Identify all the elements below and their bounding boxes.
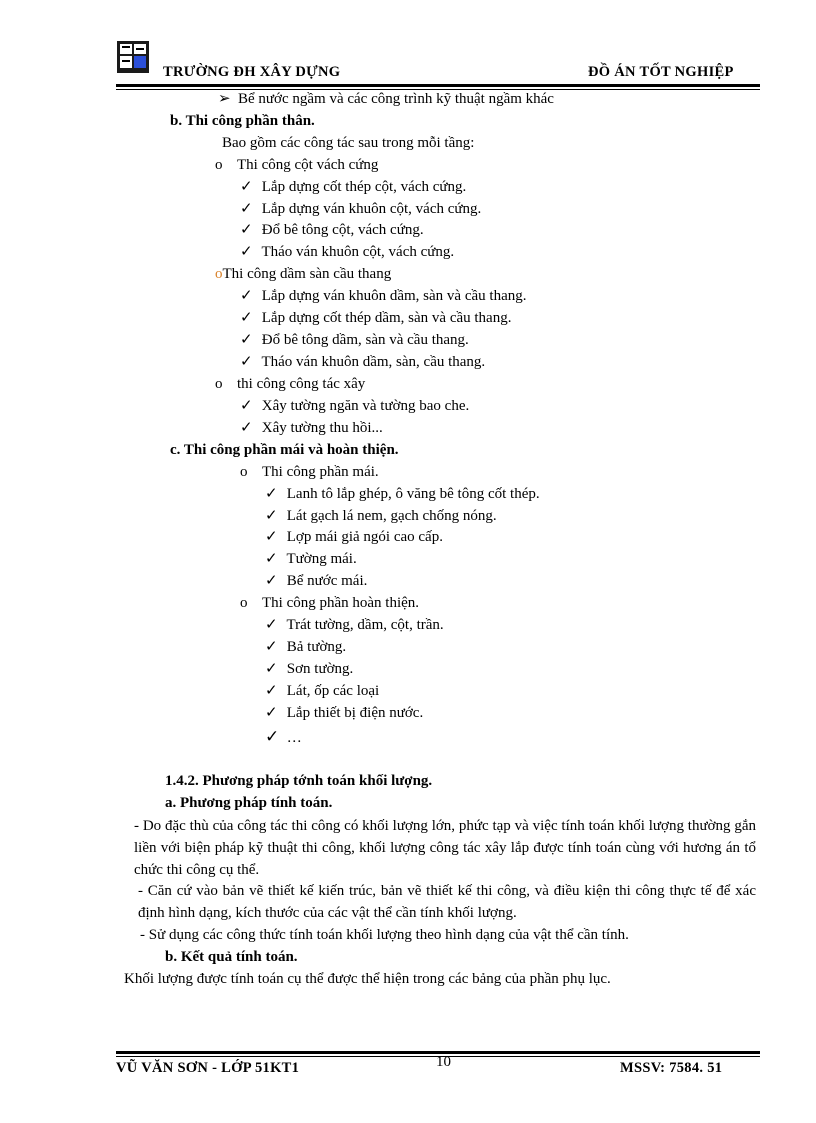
circle-bullet-icon: o: [240, 464, 248, 480]
check-icon: ✓: [240, 244, 253, 260]
list-item: ✓ Lát, ốp các loại: [265, 683, 380, 699]
list-item: ✓ Trát tường, dầm, cột, trần.: [265, 617, 444, 633]
check-icon: ✓: [240, 354, 253, 370]
check-icon: ✓: [265, 683, 278, 699]
list-group-title: o Thi công cột vách cứng: [215, 157, 379, 173]
circle-bullet-icon: o: [215, 266, 223, 282]
check-icon: ✓: [265, 639, 278, 655]
paragraph: - Sử dụng các công thức tính toán khối lượng theo hình dạng của vật thể cần tính.: [140, 927, 629, 943]
list-item: ✓ Đổ bê tông dầm, sàn và cầu thang.: [240, 332, 469, 348]
check-icon: ✓: [240, 420, 253, 436]
header-school: TRƯỜNG ĐH XÂY DỰNG: [163, 64, 341, 80]
list-item: ✓ Tháo ván khuôn cột, vách cứng.: [240, 244, 455, 260]
header-rule: [116, 84, 760, 87]
list-item: ✓ Lợp mái giả ngói cao cấp.: [265, 529, 443, 545]
check-icon: ✓: [240, 179, 253, 195]
section-b-heading: b. Thi công phần thân.: [170, 113, 315, 129]
section-142-heading: 1.4.2. Phương pháp tớnh toán khối lượng.: [165, 773, 433, 789]
list-item: ✓ Lát gạch lá nem, gạch chống nóng.: [265, 508, 497, 524]
university-logo-icon: [116, 40, 150, 74]
list-item: ✓ Lắp thiết bị điện nước.: [265, 705, 424, 721]
check-icon: ✓: [265, 551, 278, 567]
list-item: ✓ Đổ bê tông cột, vách cứng.: [240, 222, 424, 238]
check-icon: ✓: [240, 222, 253, 238]
footer-author: VŨ VĂN SƠN - LỚP 51KT1: [116, 1060, 300, 1076]
list-item: ✓ Tường mái.: [265, 551, 357, 567]
check-icon: ✓: [240, 398, 253, 414]
paragraph: - Căn cứ vào bản vẽ thiết kế kiến trúc, bản vẽ thiết kế thi công, và điều kiện thi công thực tế để xác định hình dạng, kích thước của các vật thể cần tính khối lượng.: [138, 883, 756, 921]
circle-bullet-icon: o: [215, 376, 223, 392]
list-item: ✓ Lắp dựng ván khuôn dầm, sàn và cầu thang.: [240, 288, 527, 304]
list-item: ✓ Xây tường thu hồi...: [240, 420, 383, 436]
arrow-bullet-item: ➢ Bể nước ngầm và các công trình kỹ thuật ngầm khác: [218, 91, 554, 107]
check-icon: ✓: [240, 201, 253, 217]
header-title: ĐỒ ÁN TỐT NGHIỆP: [588, 64, 734, 80]
page-number: 10: [436, 1054, 451, 1070]
paragraph: - Do đặc thù của công tác thi công có khối lượng lớn, phức tạp và việc tính toán khối lượng thường gắn liền với biện pháp kỹ thuật thi công, khối lượng công tác xây lắp được tính toán cùng với hương án tổ chức thi công cụ thể.: [134, 818, 756, 878]
check-icon: ✓: [240, 310, 253, 326]
check-icon: ✓: [265, 727, 280, 746]
list-item: ✓ Sơn tường.: [265, 661, 354, 677]
list-item: ✓ Bả tường.: [265, 639, 347, 655]
list-item: ✓ Lắp dựng cốt thép cột, vách cứng.: [240, 179, 467, 195]
arrow-bullet-icon: ➢: [218, 91, 231, 107]
check-icon: ✓: [265, 661, 278, 677]
paragraph: Khối lượng được tính toán cụ thể được thể hiện trong các bảng của phần phụ lục.: [124, 971, 611, 987]
section-142b-heading: b. Kết quả tính toán.: [165, 949, 298, 965]
list-item: ✓ …: [265, 727, 302, 746]
list-item: ✓ Xây tường ngăn và tường bao che.: [240, 398, 470, 414]
circle-bullet-icon: o: [240, 595, 248, 611]
check-icon: ✓: [265, 508, 278, 524]
check-icon: ✓: [265, 573, 278, 589]
list-item: ✓ Bể nước mái.: [265, 573, 368, 589]
section-c-heading: c. Thi công phần mái và hoàn thiện.: [170, 442, 399, 458]
list-item: ✓ Lắp dựng ván khuôn cột, vách cứng.: [240, 201, 482, 217]
list-item: ✓ Lắp dựng cốt thép dầm, sàn và cầu thang.: [240, 310, 512, 326]
check-icon: ✓: [265, 486, 278, 502]
list-group-title: o Thi công phần mái.: [240, 464, 379, 480]
circle-bullet-icon: o: [215, 157, 223, 173]
check-icon: ✓: [240, 332, 253, 348]
check-icon: ✓: [265, 529, 278, 545]
check-icon: ✓: [240, 288, 253, 304]
section-b-intro: Bao gồm các công tác sau trong mỗi tầng:: [222, 135, 475, 151]
list-item: ✓ Tháo ván khuôn dầm, sàn, cầu thang.: [240, 354, 486, 370]
check-icon: ✓: [265, 705, 278, 721]
check-icon: ✓: [265, 617, 278, 633]
list-item: ✓ Lanh tô lắp ghép, ô văng bê tông cốt thép.: [265, 486, 540, 502]
list-group-title: oThi công dầm sàn cầu thang: [215, 266, 392, 282]
footer-student-id: MSSV: 7584. 51: [620, 1060, 723, 1076]
list-group-title: o thi công công tác xây: [215, 376, 366, 392]
section-142a-heading: a. Phương pháp tính toán.: [165, 795, 333, 811]
list-group-title: o Thi công phần hoàn thiện.: [240, 595, 420, 611]
